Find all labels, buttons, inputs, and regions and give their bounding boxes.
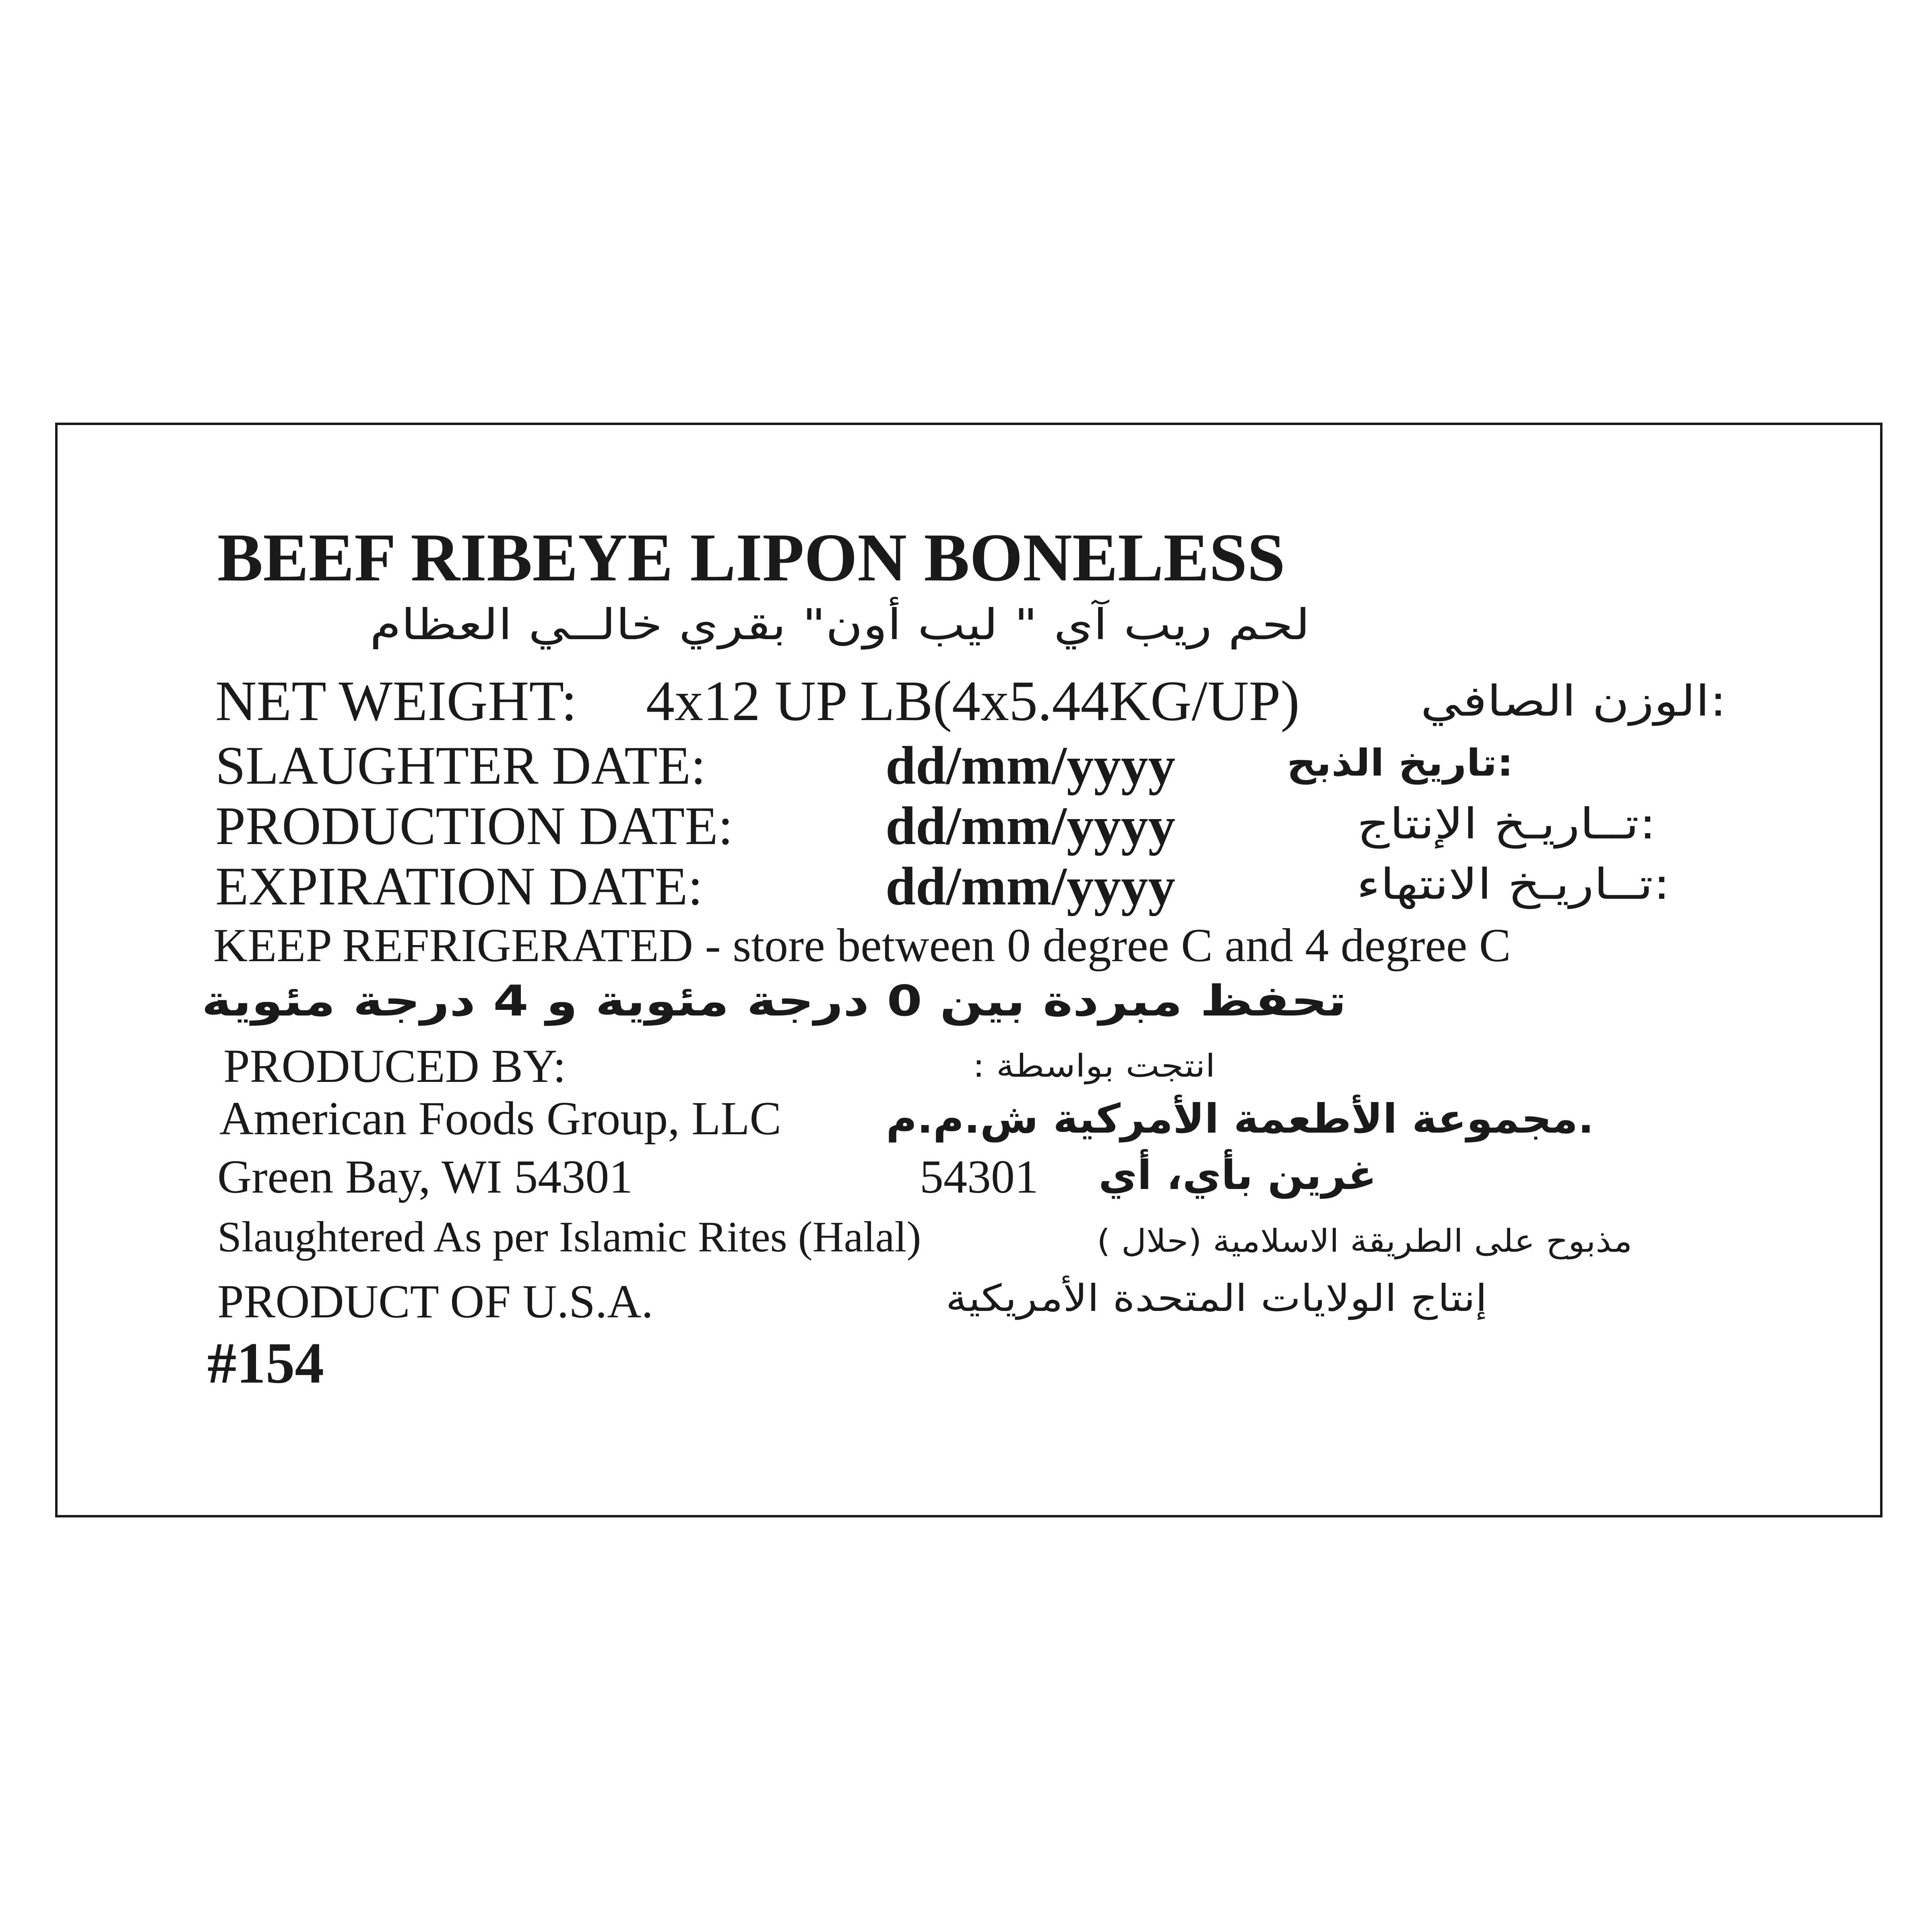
net-weight-label: NET WEIGHT:	[215, 669, 577, 733]
producer-address: Green Bay, WI 54301	[217, 1150, 633, 1203]
produced-by-label-arabic: انتجت بواسطة :	[972, 1048, 1216, 1084]
production-date-label-arabic: :تــاريـخ الإنتاج	[1357, 799, 1656, 848]
slaughter-date-value: dd/mm/yyyy	[886, 736, 1176, 796]
slaughter-date-label: SLAUGHTER DATE:	[215, 736, 706, 796]
producer-company: American Foods Group, LLC	[219, 1092, 782, 1145]
product-origin: PRODUCT OF U.S.A.	[217, 1275, 654, 1328]
slaughter-date-label-arabic: :تاريخ الذبح	[1287, 741, 1513, 784]
expiration-date-label-arabic: :تــاريـخ الانتهاء	[1356, 860, 1670, 909]
production-date-value: dd/mm/yyyy	[886, 796, 1176, 856]
item-number: #154	[207, 1331, 324, 1395]
storage-instructions-arabic: تحفظ مبردة بين 0 درجة مئوية و 4 درجة مئوية	[201, 976, 1346, 1026]
expiration-date-value: dd/mm/yyyy	[886, 857, 1176, 916]
net-weight-label-arabic: :الوزن الصافي	[1420, 677, 1727, 726]
halal-statement-arabic: مذبوح على الطريقة الاسلامية (حلال )	[1096, 1223, 1632, 1259]
net-weight-value: 4x12 UP LB(4x5.44KG/UP)	[646, 669, 1300, 733]
producer-address-arabic: غرين بأي، أي	[1098, 1152, 1377, 1199]
product-origin-arabic: إنتاج الولايات المتحدة الأمريكية	[945, 1277, 1487, 1320]
production-date-label: PRODUCTION DATE:	[215, 796, 733, 856]
product-name: BEEF RIBEYE LIPON BONELESS	[217, 520, 1286, 595]
product-name-arabic: لحم ريب آي " ليب أون" بقري خالــي العظام	[369, 600, 1310, 649]
producer-address-zip-arabic: 54301	[920, 1150, 1038, 1203]
expiration-date-label: EXPIRATION DATE:	[215, 857, 703, 916]
produced-by-label: PRODUCED BY:	[223, 1040, 566, 1092]
storage-instructions: KEEP REFRIGERATED - store between 0 degree C and 4 degree C	[213, 919, 1511, 972]
halal-statement: Slaughtered As per Islamic Rites (Halal)	[217, 1213, 921, 1261]
producer-company-arabic: .مجموعة الأطعمة الأمركية ش.م.م	[886, 1095, 1594, 1142]
